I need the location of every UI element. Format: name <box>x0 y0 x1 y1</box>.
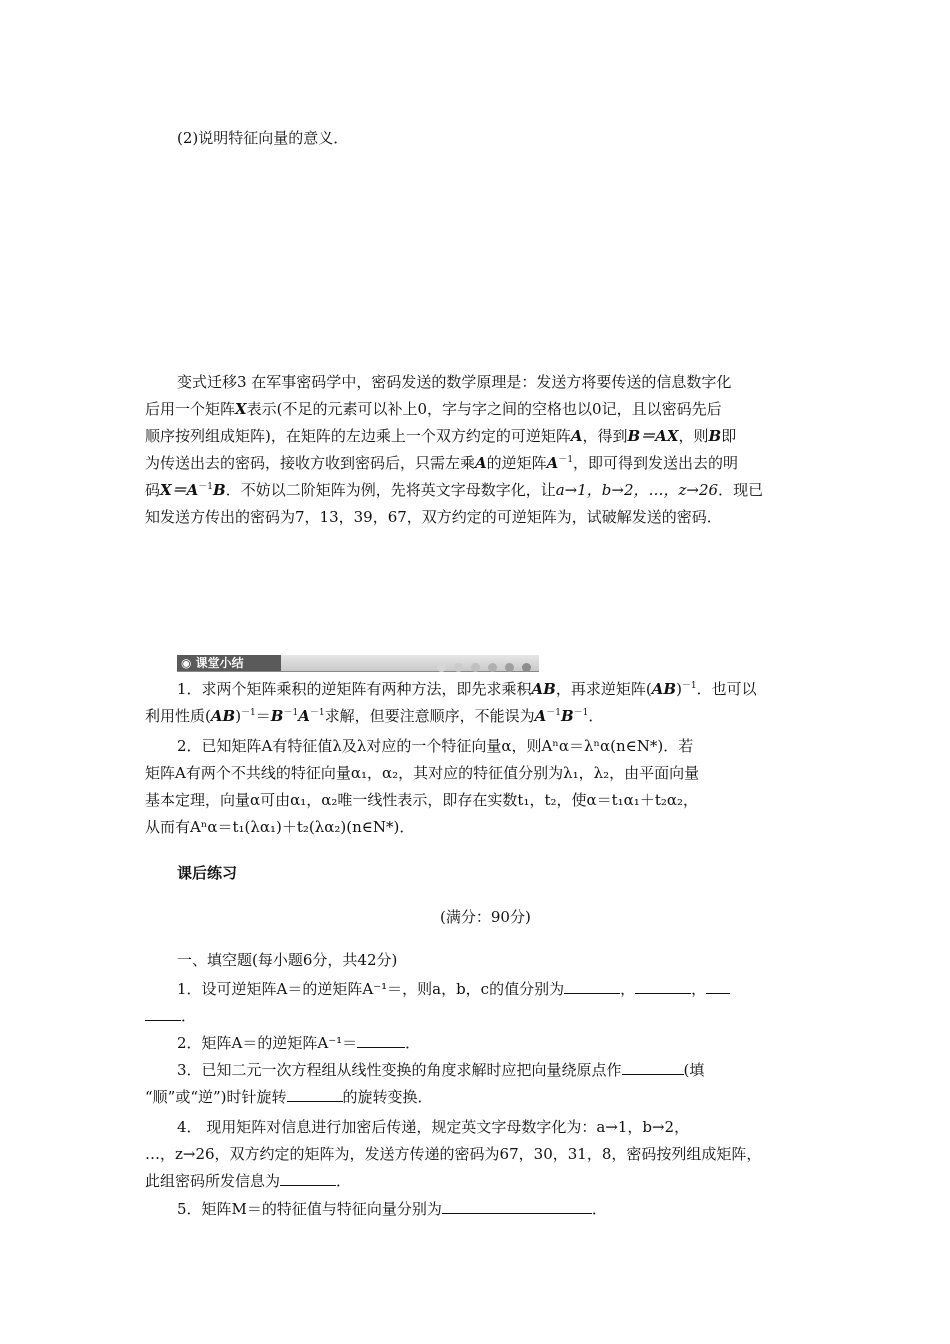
question-4-line-3: 此组密码所发信息为 ． <box>145 1172 352 1190</box>
question-text: 5．矩阵M＝的特征值与特征向量分别为 <box>177 1200 442 1218</box>
summary-2-line-2: 矩阵A有两个不共线的特征向量α₁，α₂，其对应的特征值分别为λ₁，λ₂，由平面向量 <box>145 764 700 782</box>
text: ，得到 <box>582 427 628 445</box>
question-text: 2．矩阵A＝的逆矩阵A⁻¹＝ <box>177 1034 358 1052</box>
answer-blank[interactable] <box>635 979 691 994</box>
exercise-3-line-3 <box>145 425 736 447</box>
text: 后用一个矩阵 <box>145 400 236 418</box>
dot <box>454 663 463 672</box>
text: 利用性质( <box>145 707 211 725</box>
superscript: －1 <box>546 708 561 718</box>
dot <box>437 663 446 672</box>
superscript: －1 <box>241 708 256 718</box>
text: 顺序按列组成矩阵)，在矩阵的左边乘上一个双方约定的可逆矩阵 <box>145 427 571 445</box>
answer-blank[interactable] <box>287 1087 343 1102</box>
question-5: 5．矩阵M＝的特征值与特征向量分别为 ． <box>177 1200 607 1218</box>
question-text: 3．已知二元一次方程组从线性变换的角度求解时应把向量绕原点作 <box>177 1061 622 1079</box>
text: ，再求逆矩阵( <box>555 680 652 698</box>
question-text: (填 <box>683 1061 705 1079</box>
text: ＝ <box>255 707 271 725</box>
text: 求解，但要注意顺序，不能误为 <box>324 707 535 725</box>
text: ，即可得到发送出去的明 <box>573 454 739 472</box>
matrix-b: B <box>560 707 574 725</box>
matrix-b: B <box>213 481 226 499</box>
exercise-3-line-1: 变式迁移3 在军事密码学中，密码发送的数学原理是：发送方将要传送的信息数字化 <box>177 373 732 391</box>
question-4-line-2: …，z→26，双方约定的矩阵为，发送方传递的密码为67，30，31，8，密码按列组成矩阵， <box>145 1145 762 1163</box>
text: 为传送出去的密码，接收方收到密码后，只需左乘 <box>145 454 476 472</box>
dot <box>471 663 480 672</box>
question-text: 此组密码所发信息为 <box>145 1172 281 1190</box>
text: ．也可以 <box>696 680 757 698</box>
dot <box>505 663 514 672</box>
text: ．不妨以二阶矩阵为例，先将英文字母数字化，让 <box>225 481 556 499</box>
matrix-a: A <box>475 454 487 472</box>
text: ) <box>676 680 682 698</box>
superscript: －1 <box>573 708 589 718</box>
summary-2-line-4: 从而有Aⁿα＝t₁(λα₁)＋t₂(λα₂)(n∈N*)． <box>145 818 415 836</box>
summary-2-line-1: 2．已知矩阵A有特征值λ及λ对应的一个特征向量α，则Aⁿα＝λⁿα(n∈N*)．若 <box>177 737 694 755</box>
question-3-line-1 <box>177 1059 704 1081</box>
practice-heading: 课后练习 <box>177 864 238 882</box>
answer-blank[interactable] <box>357 1033 405 1048</box>
superscript: －1 <box>681 681 697 691</box>
question-4-line-1: 4． 现用矩阵对信息进行加密后传递，规定英文字母数字化为：a→1，b→2， <box>177 1118 690 1136</box>
text: 1．求两个矩阵乘积的逆矩阵有两种方法，即先求乘积 <box>177 680 532 698</box>
summary-1-line-2 <box>145 705 603 727</box>
exercise-3-line-5 <box>145 479 763 501</box>
summary-2-line-3: 基本定理，向量α可由α₁，α₂唯一线性表示，即存在实数t₁，t₂，使α＝t₁α₁＋t₂α₂， <box>145 791 698 809</box>
question-3-line-2 <box>145 1086 433 1108</box>
text: 即 <box>721 427 737 445</box>
equation: X＝A <box>160 481 199 499</box>
answer-blank[interactable] <box>442 1199 592 1214</box>
text: 码 <box>145 481 161 499</box>
answer-blank[interactable] <box>564 979 620 994</box>
text: 表示(不足的元素可以补上0，字与字之间的空格也以0记，且以密码先后 <box>246 400 722 418</box>
product-ab: AB <box>651 680 677 698</box>
superscript: －1 <box>198 482 214 492</box>
dot <box>488 663 497 672</box>
matrix-a: A <box>534 707 547 725</box>
matrix-b: B <box>270 707 284 725</box>
equation: B＝AX <box>627 427 679 445</box>
section-banner-title: ◉ 课堂小结 <box>177 655 281 671</box>
matrix-x: X <box>235 400 247 418</box>
matrix-a: A <box>570 427 583 445</box>
matrix-a: A <box>546 454 559 472</box>
question-text: 1．设可逆矩阵A＝的逆矩阵A⁻¹＝，则a，b，c的值分别为 <box>177 980 565 998</box>
question-2: (2)说明特征向量的意义． <box>177 129 349 147</box>
product-ab: AB <box>531 680 556 698</box>
answer-blank[interactable] <box>145 1006 181 1021</box>
question-2: 2．矩阵A＝的逆矩阵A⁻¹＝ ． <box>177 1034 421 1052</box>
letter-mapping: a→1，b→2，…，z→26 <box>555 481 719 499</box>
matrix-b: B <box>708 427 722 445</box>
exercise-3-line-4 <box>145 452 738 474</box>
text: 的逆矩阵 <box>486 454 547 472</box>
dot <box>522 663 531 672</box>
text: ，则 <box>678 427 709 445</box>
answer-blank[interactable] <box>706 979 730 994</box>
section-title: 一、填空题(每小题6分，共42分) <box>177 951 398 969</box>
question-1-cont: ． <box>145 1005 196 1027</box>
question-text: “顺”或“逆”)时针旋转 <box>145 1088 287 1106</box>
banner-dots <box>429 658 531 676</box>
section-banner <box>177 655 539 672</box>
score-note: (满分：90分) <box>440 908 531 926</box>
superscript: －1 <box>283 708 299 718</box>
exercise-3-line-2 <box>145 398 722 420</box>
matrix-a: A <box>298 707 310 725</box>
superscript: －1 <box>309 708 325 718</box>
superscript: －1 <box>558 455 574 465</box>
exercise-3-line-6: 知发送方传出的密码为7，13，39，67，双方约定的可逆矩阵为，试破解发送的密码． <box>145 508 722 526</box>
text: ．现已 <box>718 481 764 499</box>
question-1: 1．设可逆矩阵A＝的逆矩阵A⁻¹＝，则a，b，c的值分别为 ， ， <box>177 978 730 1000</box>
text: ． <box>588 707 604 725</box>
text: ) <box>235 707 242 725</box>
answer-blank[interactable] <box>622 1060 684 1075</box>
product-ab: AB <box>210 707 236 725</box>
question-text: 的旋转变换． <box>342 1088 433 1106</box>
answer-blank[interactable] <box>280 1171 336 1186</box>
summary-1-line-1 <box>177 678 757 700</box>
